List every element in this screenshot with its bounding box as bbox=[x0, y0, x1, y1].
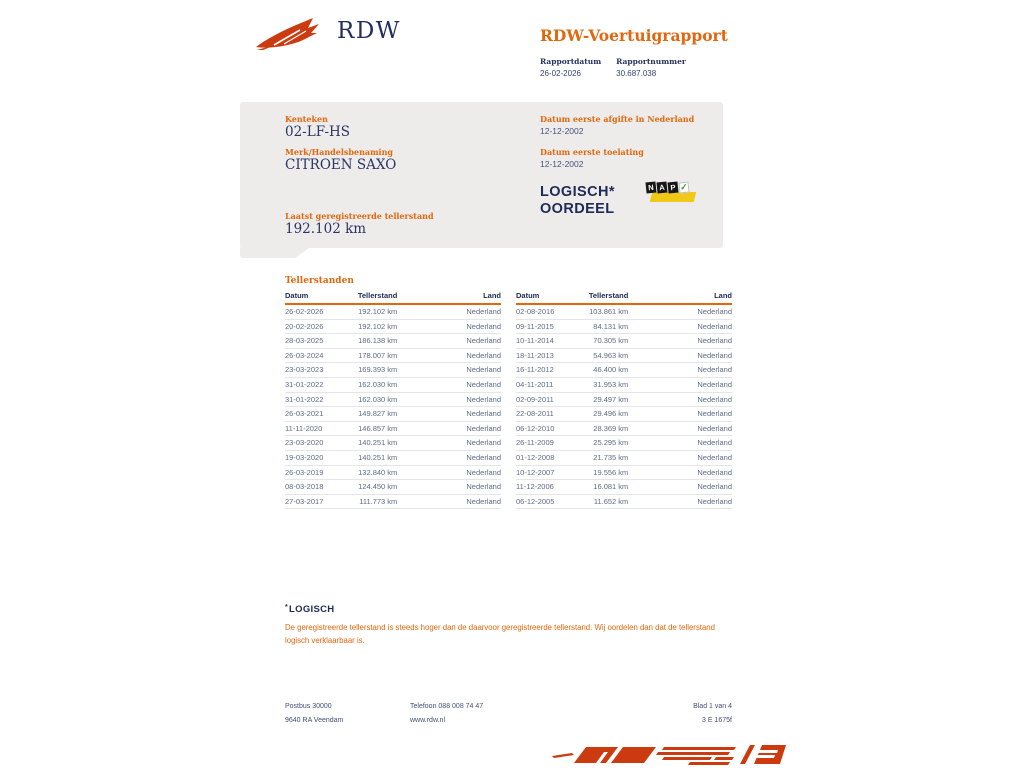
country-cell: Nederland bbox=[697, 321, 732, 331]
odometer-cell: 111.773 km bbox=[359, 496, 398, 506]
vehicle-summary-panel bbox=[240, 102, 723, 248]
footer-page-number: Blad 1 van 4 bbox=[693, 703, 732, 710]
report-number-label: Rapportnummer bbox=[616, 57, 686, 66]
table-row bbox=[285, 422, 501, 437]
odometer-cell: 84.131 km bbox=[593, 321, 629, 331]
footer-doc-code: 3 E 1675f bbox=[702, 717, 732, 724]
country-cell: Nederland bbox=[466, 496, 501, 506]
table-header bbox=[285, 291, 501, 305]
table-row bbox=[285, 349, 501, 364]
country-cell: Nederland bbox=[697, 438, 732, 448]
date-cell: 31-01-2022 bbox=[285, 379, 324, 389]
country-cell: Nederland bbox=[697, 423, 732, 433]
country-cell: Nederland bbox=[697, 482, 732, 492]
afgifte-label: Datum eerste afgifte in Nederland bbox=[540, 114, 695, 124]
footnote-text: De geregistreerde tellerstand is steeds hoger dan de daarvoor geregistreerde tellerstand. Wij oordelen dan dat de tellerstand logisch verklaarbaar is. bbox=[285, 623, 715, 645]
table-row bbox=[516, 349, 732, 364]
date-cell: 04-11-2011 bbox=[516, 379, 554, 389]
table-row bbox=[516, 407, 732, 422]
col-datum: Datum bbox=[516, 291, 540, 300]
date-cell: 09-11-2015 bbox=[516, 321, 554, 331]
odometer-cell: 29.496 km bbox=[593, 409, 629, 419]
tellerstand-value: 192.102 km bbox=[285, 221, 367, 237]
table-row bbox=[516, 422, 732, 437]
table-row bbox=[285, 466, 501, 481]
nap-check-icon: ✓ bbox=[679, 181, 689, 193]
country-cell: Nederland bbox=[697, 409, 732, 419]
country-cell: Nederland bbox=[697, 496, 732, 506]
report-number-value: 30.687.038 bbox=[616, 69, 657, 78]
table-row bbox=[285, 407, 501, 422]
table-row bbox=[516, 378, 732, 393]
col-land: Land bbox=[483, 291, 501, 300]
date-cell: 26-11-2009 bbox=[516, 438, 554, 448]
table-row bbox=[285, 495, 501, 510]
country-cell: Nederland bbox=[697, 379, 732, 389]
date-cell: 26-03-2021 bbox=[285, 409, 324, 419]
date-cell: 27-03-2017 bbox=[285, 496, 324, 506]
footnote-title bbox=[285, 604, 740, 615]
date-cell: 11-12-2006 bbox=[516, 482, 554, 492]
oordeel-verdict bbox=[540, 184, 615, 218]
table-row bbox=[285, 436, 501, 451]
odometer-cell: 46.400 km bbox=[593, 365, 629, 375]
table-row bbox=[285, 480, 501, 495]
odometer-cell: 186.138 km bbox=[358, 336, 398, 346]
date-cell: 18-11-2013 bbox=[516, 350, 554, 360]
odometer-cell: 192.102 km bbox=[358, 307, 398, 316]
toelating-value: 12-12-2002 bbox=[540, 159, 584, 169]
tellerstanden-section bbox=[285, 276, 733, 509]
odometer-cell: 162.030 km bbox=[358, 379, 398, 389]
nap-letter-a: A bbox=[656, 182, 667, 194]
footer-address-line1: Postbus 30000 bbox=[285, 703, 332, 710]
footer-address-line2: 9640 RA Veendam bbox=[285, 717, 344, 724]
odometer-cell: 19.556 km bbox=[593, 467, 629, 477]
table-row bbox=[285, 451, 501, 466]
odometer-cell: 178.007 km bbox=[358, 350, 398, 360]
report-number-block bbox=[616, 57, 686, 78]
country-cell: Nederland bbox=[466, 365, 501, 375]
odometer-cell: 124.450 km bbox=[358, 482, 398, 492]
country-cell: Nederland bbox=[697, 365, 732, 375]
odometer-cell: 70.305 km bbox=[593, 336, 629, 346]
odometer-cell: 140.251 km bbox=[358, 452, 398, 462]
date-cell: 23-03-2020 bbox=[285, 438, 324, 448]
nap-letter-n: N bbox=[645, 182, 656, 194]
kenteken-label: Kenteken bbox=[285, 114, 328, 124]
page-footer bbox=[285, 700, 732, 732]
odometer-cell: 169.393 km bbox=[358, 365, 398, 375]
table-row bbox=[516, 451, 732, 466]
odometer-cell: 25.295 km bbox=[593, 438, 629, 448]
country-cell: Nederland bbox=[697, 336, 732, 346]
date-cell: 10-11-2014 bbox=[516, 336, 554, 346]
kenteken-value: 02-LF-HS bbox=[285, 124, 351, 140]
merk-value: CITROEN SAXO bbox=[285, 157, 397, 173]
merk-label: Merk/Handelsbenaming bbox=[285, 147, 394, 157]
tellerstanden-table-right bbox=[516, 291, 732, 509]
odometer-cell: 103.861 km bbox=[589, 307, 629, 316]
col-land: Land bbox=[714, 291, 732, 300]
rdw-footer-graphic-icon bbox=[544, 741, 786, 768]
table-row bbox=[516, 495, 732, 510]
date-cell: 20-02-2026 bbox=[285, 321, 324, 331]
odometer-cell: 16.081 km bbox=[593, 482, 629, 492]
table-row bbox=[516, 334, 732, 349]
table-row bbox=[285, 393, 501, 408]
date-cell: 11-11-2020 bbox=[285, 423, 323, 433]
oordeel-line2: OORDEEL bbox=[540, 201, 615, 217]
table-row bbox=[516, 393, 732, 408]
report-date-label: Rapportdatum bbox=[540, 57, 602, 66]
country-cell: Nederland bbox=[697, 452, 732, 462]
date-cell: 28-03-2025 bbox=[285, 336, 324, 346]
odometer-cell: 149.827 km bbox=[358, 409, 398, 419]
tellerstanden-table-left bbox=[285, 291, 501, 509]
odometer-cell: 29.497 km bbox=[593, 394, 629, 404]
col-tellerstand: Tellerstand bbox=[588, 291, 629, 300]
tellerstanden-title: Tellerstanden bbox=[285, 276, 354, 286]
afgifte-value: 12-12-2002 bbox=[540, 126, 584, 136]
footnote-title-text: LOGISCH bbox=[289, 604, 335, 615]
nap-letter-boxes bbox=[646, 182, 689, 193]
odometer-cell: 11.652 km bbox=[593, 496, 629, 506]
country-cell: Nederland bbox=[466, 394, 501, 404]
rdw-logo-text: RDW bbox=[337, 18, 401, 44]
country-cell: Nederland bbox=[466, 409, 501, 419]
country-cell: Nederland bbox=[466, 336, 501, 346]
date-cell: 22-08-2011 bbox=[516, 409, 554, 419]
tellerstand-label: Laatst geregistreerde tellerstand bbox=[285, 211, 434, 221]
country-cell: Nederland bbox=[466, 482, 501, 492]
footer-website: www.rdw.nl bbox=[410, 717, 446, 724]
report-title: RDW-Voertuigrapport bbox=[540, 26, 728, 45]
panel-corner-tab bbox=[240, 247, 310, 258]
col-tellerstand: Tellerstand bbox=[357, 291, 398, 300]
oordeel-line1: LOGISCH* bbox=[540, 184, 615, 200]
country-cell: Nederland bbox=[466, 321, 501, 331]
country-cell: Nederland bbox=[466, 423, 501, 433]
date-cell: 26-02-2026 bbox=[285, 307, 324, 316]
date-cell: 26-03-2024 bbox=[285, 350, 324, 360]
date-cell: 01-12-2008 bbox=[516, 452, 555, 462]
footer-phone: Telefoon 088 008 74 47 bbox=[410, 703, 484, 710]
date-cell: 26-03-2019 bbox=[285, 467, 324, 477]
report-meta bbox=[540, 57, 686, 78]
toelating-label: Datum eerste toelating bbox=[540, 147, 644, 157]
odometer-cell: 21.735 km bbox=[593, 452, 629, 462]
country-cell: Nederland bbox=[466, 452, 501, 462]
table-row bbox=[516, 466, 732, 481]
date-cell: 10-12-2007 bbox=[516, 467, 555, 477]
table-row bbox=[285, 334, 501, 349]
table-row bbox=[516, 436, 732, 451]
footer-page-info bbox=[693, 700, 732, 728]
country-cell: Nederland bbox=[697, 467, 732, 477]
country-cell: Nederland bbox=[466, 467, 501, 477]
odometer-cell: 146.857 km bbox=[358, 423, 398, 433]
table-row bbox=[516, 363, 732, 378]
country-cell: Nederland bbox=[697, 394, 732, 404]
date-cell: 19-03-2020 bbox=[285, 452, 324, 462]
table-row bbox=[285, 320, 501, 335]
col-datum: Datum bbox=[285, 291, 309, 300]
report-date-block bbox=[540, 57, 601, 78]
country-cell: Nederland bbox=[466, 307, 501, 316]
footer-address bbox=[285, 700, 343, 728]
date-cell: 08-03-2018 bbox=[285, 482, 324, 492]
country-cell: Nederland bbox=[466, 350, 501, 360]
odometer-cell: 140.251 km bbox=[358, 438, 398, 448]
table-row bbox=[516, 305, 732, 320]
country-cell: Nederland bbox=[697, 307, 732, 316]
date-cell: 06-12-2005 bbox=[516, 496, 555, 506]
date-cell: 16-11-2012 bbox=[516, 365, 554, 375]
odometer-cell: 132.840 km bbox=[358, 467, 398, 477]
country-cell: Nederland bbox=[697, 350, 732, 360]
odometer-cell: 54.963 km bbox=[593, 350, 629, 360]
rdw-wing-icon bbox=[254, 17, 334, 53]
date-cell: 02-08-2016 bbox=[516, 307, 555, 316]
footnote-star: * bbox=[285, 604, 289, 611]
report-date-value: 26-02-2026 bbox=[540, 69, 581, 78]
table-row bbox=[516, 320, 732, 335]
date-cell: 31-01-2022 bbox=[285, 394, 324, 404]
country-cell: Nederland bbox=[466, 438, 501, 448]
table-row bbox=[285, 363, 501, 378]
odometer-cell: 28.369 km bbox=[593, 423, 629, 433]
date-cell: 23-03-2023 bbox=[285, 365, 324, 375]
table-row bbox=[516, 480, 732, 495]
odometer-cell: 162.030 km bbox=[358, 394, 398, 404]
nap-letter-p: P bbox=[667, 182, 678, 194]
odometer-cell: 192.102 km bbox=[358, 321, 398, 331]
date-cell: 06-12-2010 bbox=[516, 423, 555, 433]
nap-logo bbox=[646, 182, 700, 208]
odometer-cell: 31.953 km bbox=[593, 379, 629, 389]
table-row bbox=[285, 378, 501, 393]
date-cell: 02-09-2011 bbox=[516, 394, 554, 404]
table-row bbox=[285, 305, 501, 320]
table-header bbox=[516, 291, 732, 305]
logisch-footnote bbox=[285, 604, 740, 647]
country-cell: Nederland bbox=[466, 379, 501, 389]
footer-contact bbox=[410, 700, 483, 728]
